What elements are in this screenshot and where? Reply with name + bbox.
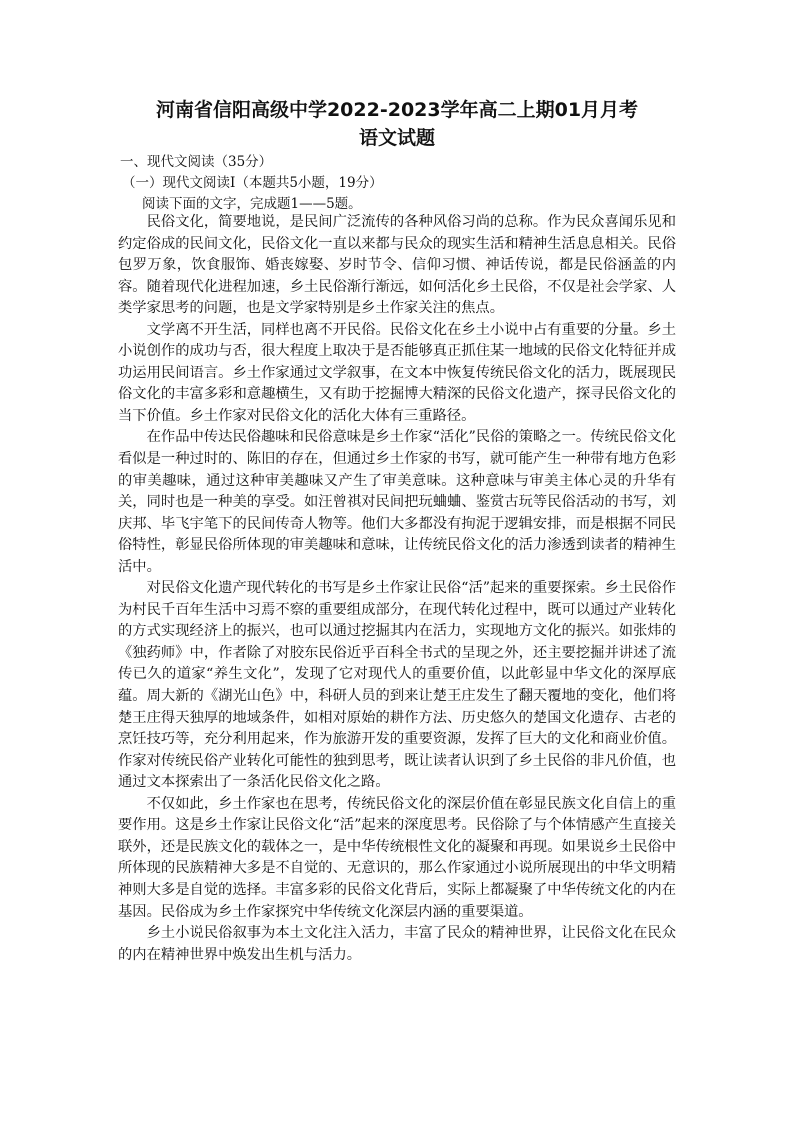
exam-title-line1: 河南省信阳高级中学2022-2023学年高二上期01月月考 xyxy=(155,99,639,121)
passage-paragraph-2: 文学离不开生活，同样也离不开民俗。民俗文化在乡土小说中占有重要的分量。乡土小说创作的成功与否，很大程度上取决于是否能够真正抓住某一地域的民俗文化特征并成功运用民间语言。乡土作家通过文学叙事，在文本中恢复传统民俗文化的活力，既展现民俗文化的丰富多彩和意趣横生，又有助于挖掘博大精深的民俗文化遗产，探寻民俗文化的当下价值。乡土作家对民俗文化的活化大体有三重路径。 xyxy=(118,321,676,424)
section-heading: 一、现代文阅读（35分） xyxy=(120,154,273,170)
passage-paragraph-3: 在作品中传达民俗趣味和民俗意味是乡土作家“活化”民俗的策略之一。传统民俗文化看似是一种过时的、陈旧的存在，但通过乡土作家的书写，就可能产生一种带有地方色彩的审美趣味，通过这种审美趣味又产生了审美意味。这种意味与审美主体心灵的升华有关，同时也是一种美的享受。如汪曾祺对民间把玩蛐蛐、鉴赏古玩等民俗活动的书写，刘庆邦、毕飞宇笔下的民间传奇人物等。他们大多都没有拘泥于逻辑安排，而是根据不同民俗特性，彰显民俗所体现的审美趣味和意味，让传统民俗文化的活力渗透到读者的精神生活中。 xyxy=(118,429,676,575)
passage-paragraph-1: 民俗文化，简要地说，是民间广泛流传的各种风俗习尚的总称。作为民众喜闻乐见和约定俗成的民间文化，民俗文化一直以来都与民众的现实生活和精神生活息息相关。民俗包罗万象，饮食服饰、婚丧嫁娶、岁时节令、信仰习惯、神话传说，都是民俗涵盖的内容。随着现代化进程加速，乡土民俗渐行渐远，如何活化乡土民俗，不仅是社会学家、人类学家思考的问题，也是文学家特别是乡土作家关注的焦点。 xyxy=(118,214,676,317)
exam-title-line2: 语文试题 xyxy=(358,127,435,149)
reading-passage xyxy=(118,212,676,966)
subsection-heading: （一）现代文阅读Ⅰ（本题共5小题，19分） xyxy=(122,175,383,191)
passage-paragraph-5: 不仅如此，乡土作家也在思考，传统民俗文化的深层价值在彰显民族文化自信上的重要作用。这是乡土作家让民俗文化“活”起来的深度思考。民俗除了与个体情感产生直接关联外，还是民族文化的载体之一，是中华传统根性文化的凝聚和再现。如果说乡土民俗中所体现的民族精神大多是不自觉的、无意识的，那么作家通过小说所展现出的中华文明精神则大多是自觉的选择。丰富多彩的民俗文化背后，实际上都凝聚了中华传统文化的内在基因。民俗成为乡土作家探究中华传统文化深层内涵的重要渠道。 xyxy=(118,795,676,920)
reading-instruction: 阅读下面的文字，完成题1——5题。 xyxy=(142,196,362,212)
passage-paragraph-6: 乡土小说民俗叙事为本土文化注入活力，丰富了民众的精神世界，让民俗文化在民众的内在精神世界中焕发出生机与活力。 xyxy=(118,925,676,963)
passage-paragraph-4: 对民俗文化遗产现代转化的书写是乡土作家让民俗“活”起来的重要探索。乡土民俗作为村民千百年生活中习焉不察的重要组成部分，在现代转化过程中，既可以通过产业转化的方式实现经济上的振兴，也可以通过挖掘其内在活力，实现地方文化的振兴。如张炜的《独药师》中，作者除了对胶东民俗近乎百科全书式的呈现之外，还主要挖掘并讲述了流传已久的道家“养生文化”，发现了它对现代人的重要价值，以此彰显中华文化的深厚底蕴。周大新的《湖光山色》中，科研人员的到来让楚王庄发生了翻天覆地的变化，他们将楚王庄得天独厚的地域条件，如相对原始的耕作方法、历史悠久的楚国文化遗存、古老的烹饪技巧等，充分利用起来，作为旅游开发的重要资源，发挥了巨大的文化和商业价值。作家对传统民俗产业转化可能性的独到思考，既让读者认识到了乡土民俗的非凡价值，也通过文本探索出了一条活化民俗文化之路。 xyxy=(118,580,676,791)
